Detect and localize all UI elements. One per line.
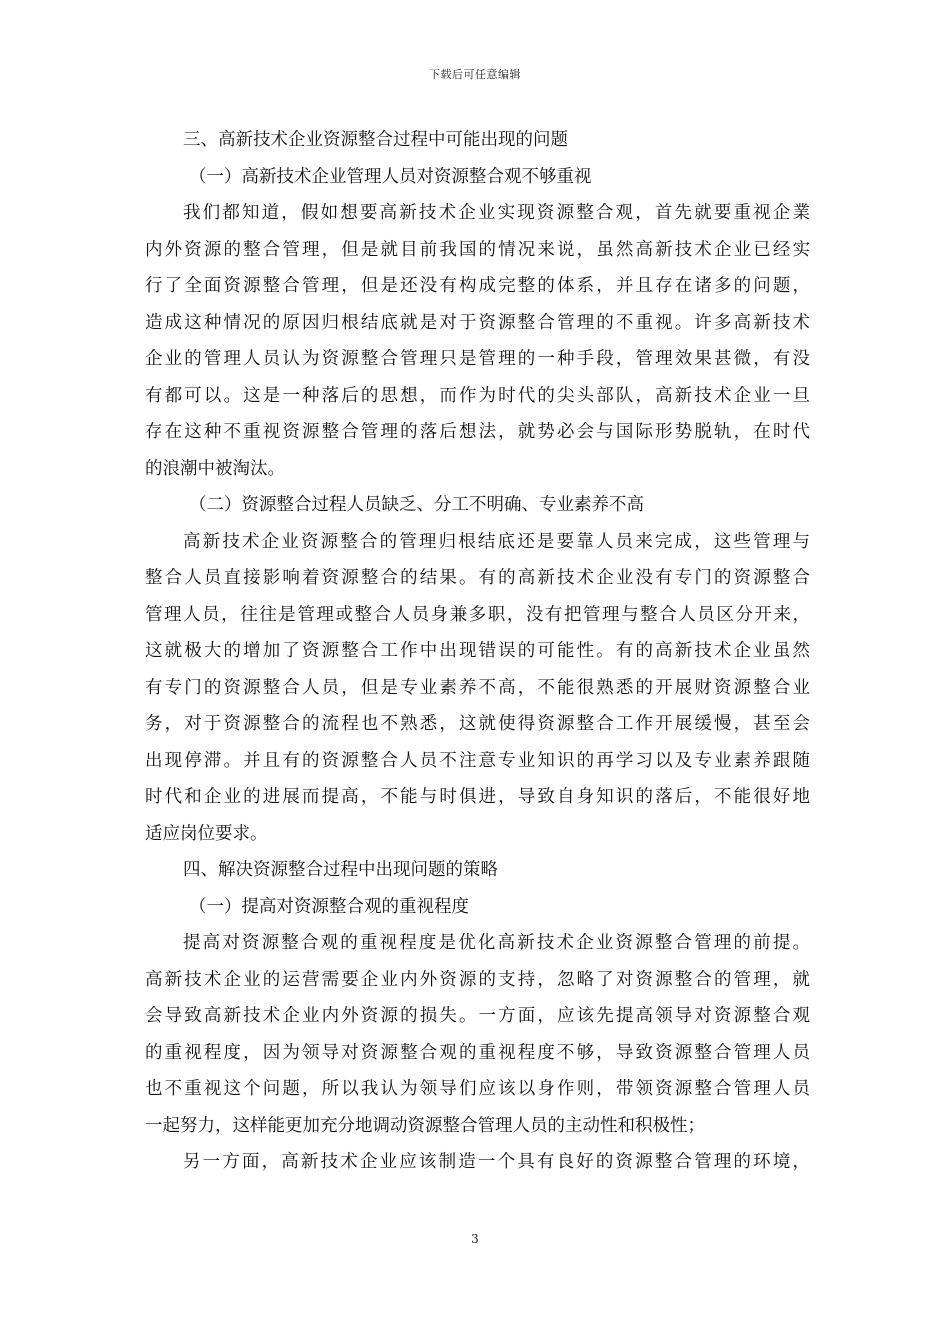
document-body xyxy=(145,122,810,1181)
text-line: （二）资源整合过程人员缺乏、分工不明确、专业素养不高 xyxy=(189,495,644,515)
page-number: 3 xyxy=(471,1232,479,1246)
text-line: 管理人员，往往是管理或整合人员身兼多职，没有把管理与整合人员区分开来， xyxy=(145,604,810,625)
text-line: （一）提高对资源整合观的重视程度 xyxy=(189,896,469,917)
text-lines xyxy=(145,122,810,1181)
text-line: 有都可以。这是一种落后的思想，而作为时代的尖头部队，高新技术企业一旦 xyxy=(145,385,810,406)
text-line: 内外资源的整合管理，但是就目前我国的情况来说，虽然高新技术企业已经实 xyxy=(145,239,810,260)
text-line: 有专门的资源整合人员，但是专业素养不高，不能很熟悉的开展财资源整合业 xyxy=(145,677,810,698)
text-line: 存在这种不重视资源整合管理的落后想法，就势必会与国际形势脱轨，在时代 xyxy=(145,422,810,442)
page-header-note: 下载后可任意编辑 xyxy=(429,68,521,81)
text-line: 这就极大的增加了资源整合工作中出现错误的可能性。有的高新技术企业虽然 xyxy=(145,641,810,661)
text-line: 务，对于资源整合的流程也不熟悉，这就使得资源整合工作开展缓慢，甚至会 xyxy=(145,714,810,734)
text-line: 适应岗位要求。 xyxy=(145,823,268,844)
text-line: 出现停滞。并且有的资源整合人员不注意专业知识的再学习以及专业素养跟随 xyxy=(145,750,810,771)
text-line: 提高对资源整合观的重视程度是优化高新技术企业资源整合管理的前提。 xyxy=(183,933,810,953)
text-line: 的浪潮中被淘汰。 xyxy=(145,458,285,479)
text-line: 一起努力，这样能更加充分地调动资源整合管理人员的主动性和积极性； xyxy=(145,1115,705,1136)
text-line: 行了全面资源整合管理，但是还没有构成完整的体系，并且存在诸多的问题， xyxy=(145,276,810,296)
text-line: 也不重视这个问题，所以我认为领导们应该以身作则，带领资源整合管理人员 xyxy=(145,1079,810,1099)
text-line: 高新技术企业的运营需要企业内外资源的支持，忽略了对资源整合的管理，就 xyxy=(145,969,810,990)
text-line: 企业的管理人员认为资源整合管理只是管理的一种手段，管理效果甚微，有没 xyxy=(145,349,810,369)
text-line: 我们都知道，假如想要高新技术企业实现资源整合观，首先就要重视企業 xyxy=(183,203,810,223)
text-line: 的重视程度，因为领导对资源整合观的重视程度不够，导致资源整合管理人员 xyxy=(145,1042,810,1063)
text-line: 四、解决资源整合过程中出现问题的策略 xyxy=(183,860,498,880)
text-line: 造成这种情况的原因归根结底就是对于资源整合管理的不重视。许多高新技术 xyxy=(145,312,810,333)
text-line: 时代和企业的进展而提高，不能与时俱进，导致自身知识的落后，不能很好地 xyxy=(145,787,810,807)
text-line: 高新技术企业资源整合的管理归根结底还是要靠人员来完成，这些管理与 xyxy=(183,531,810,552)
text-line: 会导致高新技术企业内外资源的损失。一方面，应该先提高领导对资源整合观 xyxy=(145,1006,810,1026)
text-line: 三、高新技术企业资源整合过程中可能出现的问题 xyxy=(183,130,568,150)
text-line: （一）高新技术企业管理人员对资源整合观不够重视 xyxy=(189,166,592,187)
text-line: 另一方面，高新技术企业应该制造一个具有良好的资源整合管理的环境， xyxy=(183,1152,810,1172)
text-line: 整合人员直接影响着资源整合的结果。有的高新技术企业没有专门的资源整合 xyxy=(145,568,810,588)
